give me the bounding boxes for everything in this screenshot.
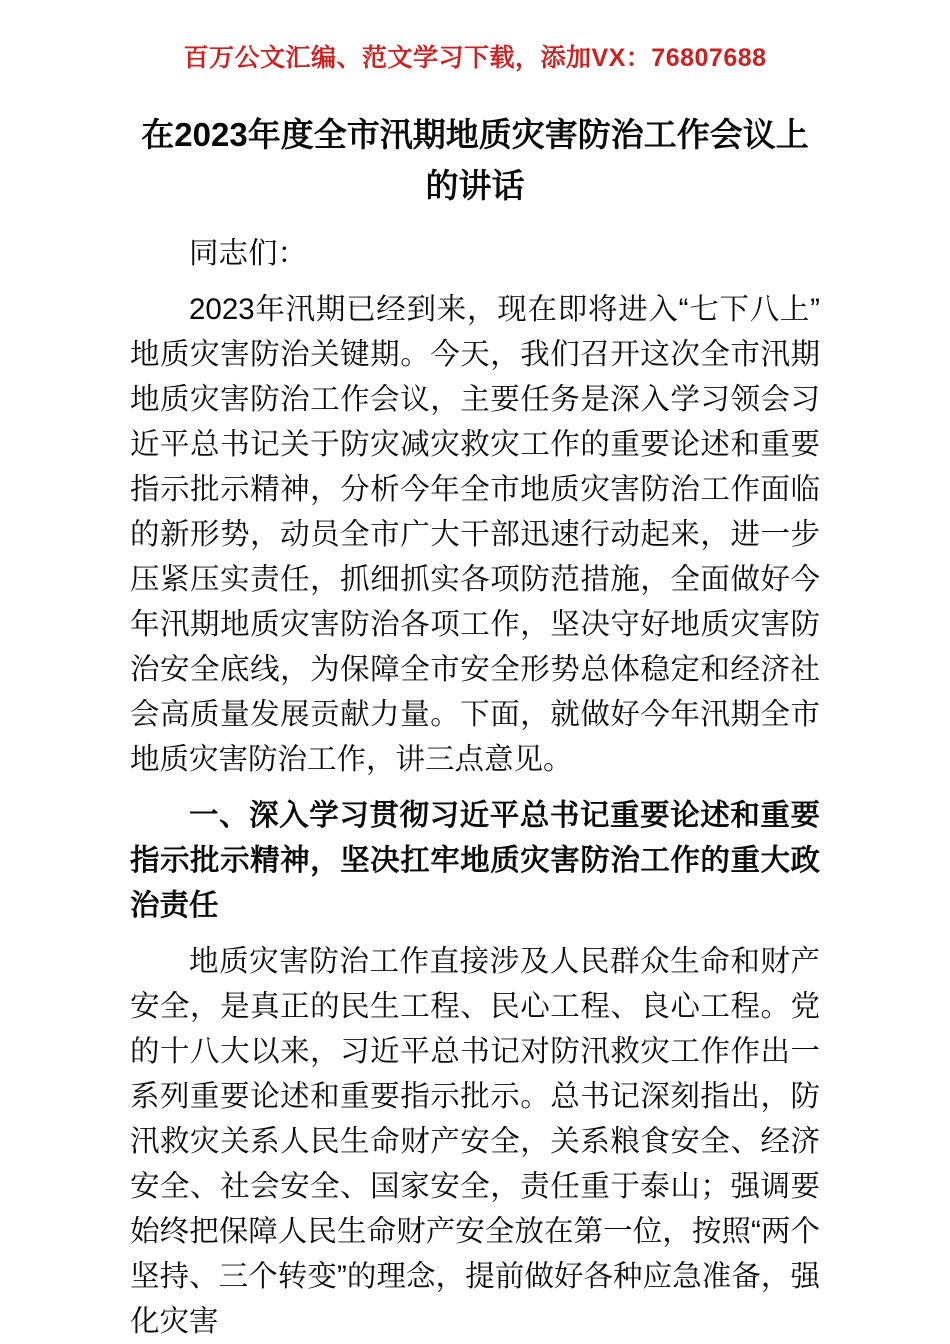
document-body [0, 231, 950, 1344]
section-heading-1: 一、深入学习贯彻习近平总书记重要论述和重要指示批示精神，坚决扛牢地质灾害防治工作的重大政治责任 [130, 799, 820, 922]
promo-banner [0, 0, 950, 71]
intro-paragraph: 2023年汛期已经到来，现在即将进入“七下八上”地质灾害防治关键期。今天，我们召开这次全市汛期地质灾害防治工作会议，主要任务是深入学习领会习近平总书记关于防灾减灾救灾工作的重要论述和重要指示批示精神，分析今年全市地质灾害防治工作面临的新形势，动员全市广大干部迅速行动起来，进一步压紧压实责任，抓细抓实各项防范措施，全面做好今年汛期地质灾害防治各项工作，坚决守好地质灾害防治安全底线，为保障全市安全形势总体稳定和经济社会高质量发展贡献力量。下面，就做好今年汛期全市地质灾害防治工作，讲三点意见。 [130, 293, 820, 776]
salutation-line: 同志们： [189, 237, 308, 270]
document-title: 在2023年度全市汛期地质灾害防治工作会议上的讲话 [141, 116, 809, 204]
section-1-paragraph-1: 地质灾害防治工作直接涉及人民群众生命和财产安全，是真正的民生工程、民心工程、良心工程。党的十八大以来，习近平总书记对防汛救灾工作作出一系列重要论述和重要指示批示。总书记深刻指出，防汛救灾关系人民生命财产安全，关系粮食安全、经济安全、社会安全、国家安全，责任重于泰山；强调要始终把保障人民生命财产安全放在第一位，按照“两个坚持、三个转变”的理念，提前做好各种应急准备，强化灾害 [130, 945, 820, 1338]
promo-banner-text: 百万公文汇编、范文学习下载，添加VX：76807688 [183, 44, 767, 72]
